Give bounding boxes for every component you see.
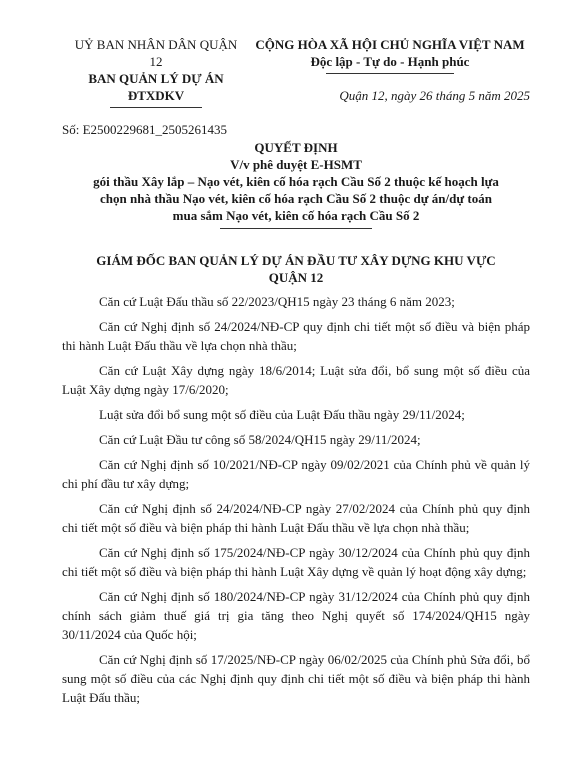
legal-basis-paragraph: Căn cứ Luật Đấu thầu số 22/2023/QH15 ngày 23 tháng 6 năm 2023; xyxy=(99,294,455,309)
decision-title xyxy=(62,139,530,229)
legal-basis-list xyxy=(62,292,530,713)
org-name-line2: 12 xyxy=(149,54,163,69)
header-right-divider xyxy=(326,73,454,74)
decision-subject-line1: gói thầu Xây lắp – Nạo vét, kiên cố hóa rạch Cầu Số 2 thuộc kế hoạch lựa xyxy=(93,174,499,189)
unit-name-line1: BAN QUẢN LÝ DỰ ÁN xyxy=(88,71,224,86)
legal-basis-paragraph: Căn cứ Nghị định số 17/2025/NĐ-CP ngày 06/02/2025 của Chính phủ Sửa đổi, bổ sung một số điều của các Nghị định quy định chi tiết một số điều và biện pháp thi hành Luật Đấu thầu; xyxy=(62,652,530,705)
header-left-divider xyxy=(110,107,202,108)
legal-basis-paragraph: Căn cứ Nghị định số 24/2024/NĐ-CP ngày 27/02/2024 của Chính phủ quy định chi tiết một số điều và biện pháp thi hành Luật Đấu thầu về lựa chọn nhà thầu; xyxy=(62,501,530,535)
title-divider xyxy=(220,228,372,229)
decision-subject: V/v phê duyệt E-HSMT xyxy=(230,157,362,172)
legal-basis-paragraph: Căn cứ Nghị định số 10/2021/NĐ-CP ngày 09/02/2021 của Chính phủ về quản lý chi phí đầu tư xây dựng; xyxy=(62,457,530,491)
header-left xyxy=(62,36,250,108)
decision-subject-line3: mua sắm Nạo vét, kiên cố hóa rạch Cầu Số 2 xyxy=(172,208,420,223)
legal-basis-paragraph: Căn cứ Luật Đầu tư công số 58/2024/QH15 ngày 29/11/2024; xyxy=(99,432,421,447)
org-name-line1: UỶ BAN NHÂN DÂN QUẬN xyxy=(74,37,238,52)
document-number: Số: E2500229681_2505261435 xyxy=(62,122,228,137)
issuer-title-line2: QUẬN 12 xyxy=(268,270,324,285)
motto: Độc lập - Tự do - Hạnh phúc xyxy=(310,54,470,69)
legal-basis-paragraph: Căn cứ Nghị định số 24/2024/NĐ-CP quy định chi tiết một số điều và biện pháp thi hành Luật Đấu thầu về lựa chọn nhà thầu; xyxy=(62,319,530,353)
document-date: Quận 12, ngày 26 tháng 5 năm 2025 xyxy=(339,88,530,103)
nation-title: CỘNG HÒA XÃ HỘI CHỦ NGHĨA VIỆT NAM xyxy=(255,37,525,52)
header-right xyxy=(250,36,530,74)
legal-basis-paragraph: Luật sửa đổi bổ sung một số điều của Luật Đấu thầu ngày 29/11/2024; xyxy=(99,407,465,422)
decision-subject-line2: chọn nhà thầu Nạo vét, kiên cố hóa rạch Cầu Số 2 thuộc dự án/dự toán xyxy=(100,191,492,206)
unit-name-line2: ĐTXDKV xyxy=(127,88,185,103)
legal-basis-paragraph: Căn cứ Luật Xây dựng ngày 18/6/2014; Luật sửa đổi, bổ sung một số điều của Luật Xây dựng ngày 17/6/2020; xyxy=(62,363,530,397)
issuer-title xyxy=(62,252,530,286)
decision-heading: QUYẾT ĐỊNH xyxy=(254,140,338,155)
legal-basis-paragraph: Căn cứ Nghị định số 180/2024/NĐ-CP ngày 31/12/2024 của Chính phủ quy định chính sách giảm thuế giá trị gia tăng theo Nghị quyết số 174/2024/QH15 ngày 30/11/2024 của Quốc hội; xyxy=(62,589,530,642)
legal-basis-paragraph: Căn cứ Nghị định số 175/2024/NĐ-CP ngày 30/12/2024 của Chính phủ quy định chi tiết một số điều và biện pháp thi hành Luật Xây dựng về quản lý hoạt động xây dựng; xyxy=(62,545,530,579)
issuer-title-line1: GIÁM ĐỐC BAN QUẢN LÝ DỰ ÁN ĐẦU TƯ XÂY DỰNG KHU VỰC xyxy=(96,253,496,268)
